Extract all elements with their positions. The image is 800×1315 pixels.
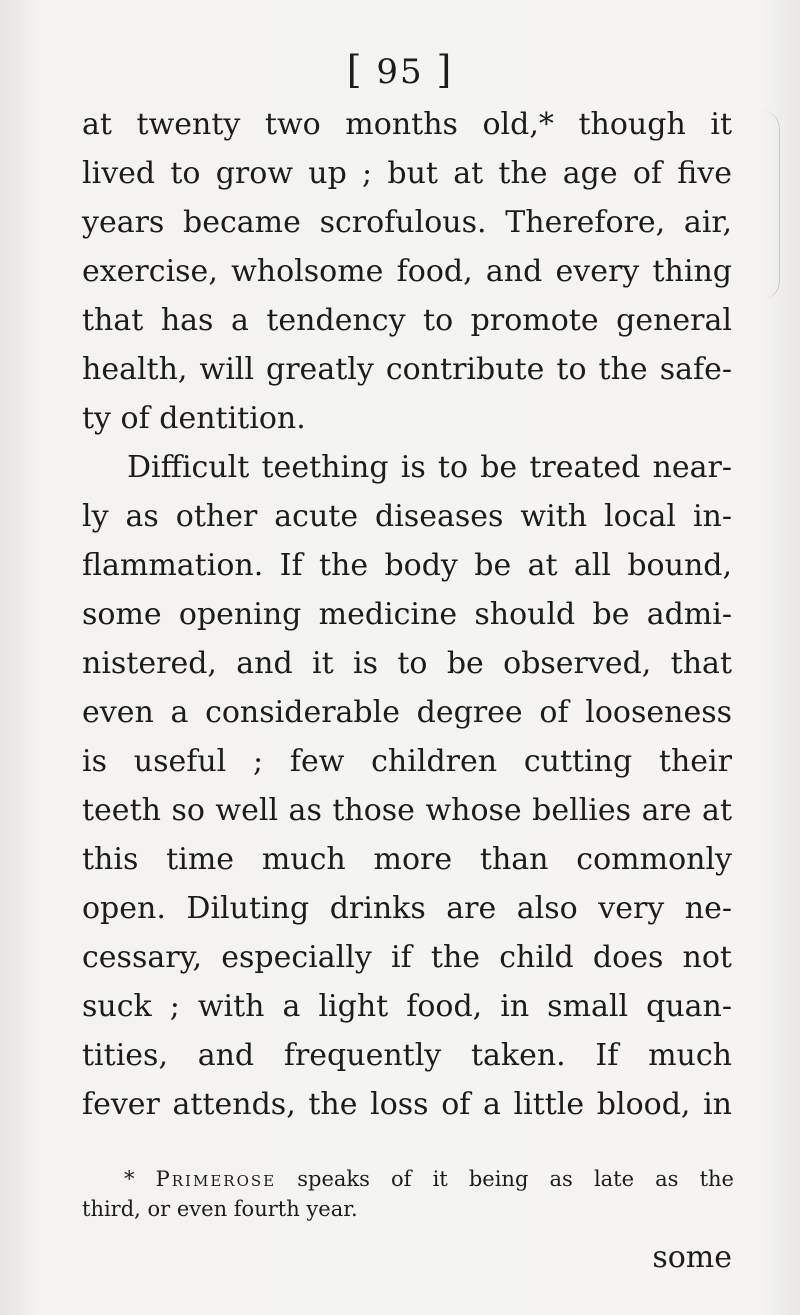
text-line: exercise, wholsome food, and every thing bbox=[82, 254, 732, 289]
text-line: this time much more than commonly bbox=[82, 842, 732, 877]
text-line: ty of dentition. bbox=[82, 401, 306, 436]
text-line: Difficult teething is to be treated near- bbox=[127, 450, 732, 485]
text-line: tities, and frequently taken. If much bbox=[82, 1038, 732, 1073]
text-line: lived to grow up ; but at the age of five bbox=[82, 156, 732, 191]
text-line: cessary, especially if the child does not bbox=[82, 940, 732, 975]
footnote-author: Primerose bbox=[155, 1167, 277, 1191]
text-line: ly as other acute diseases with local in- bbox=[82, 499, 732, 534]
footnote bbox=[82, 1164, 734, 1224]
page-header bbox=[0, 48, 800, 92]
text-line: some opening medicine should be admi- bbox=[82, 597, 732, 632]
footnote-line-1 bbox=[82, 1164, 734, 1194]
page-number: 95 bbox=[376, 52, 424, 92]
close-bracket: ] bbox=[436, 48, 454, 92]
text-line: health, will greatly contribute to the safe- bbox=[82, 352, 732, 387]
text-line: teeth so well as those whose bellies are at bbox=[82, 793, 732, 828]
footnote-line1-rest: speaks of it being as late as the bbox=[276, 1167, 734, 1191]
text-line: open. Diluting drinks are also very ne- bbox=[82, 891, 732, 926]
text-line: at twenty two months old,* though it bbox=[82, 107, 732, 142]
open-bracket: [ bbox=[346, 48, 364, 92]
text-line: even a considerable degree of looseness bbox=[82, 695, 732, 730]
text-line: fever attends, the loss of a little blood, in bbox=[82, 1087, 732, 1122]
text-line: that has a tendency to promote general bbox=[82, 303, 732, 338]
text-line: years became scrofulous. Therefore, air, bbox=[82, 205, 732, 240]
catchword: some bbox=[652, 1240, 732, 1275]
text-line: is useful ; few children cutting their bbox=[82, 744, 732, 779]
text-line: nistered, and it is to be observed, that bbox=[82, 646, 732, 681]
footnote-marker: * bbox=[124, 1167, 156, 1191]
body-text bbox=[82, 100, 732, 1129]
page-edge-mark bbox=[761, 110, 780, 300]
text-line: flammation. If the body be at all bound, bbox=[82, 548, 732, 583]
footnote-line-2: third, or even fourth year. bbox=[82, 1197, 358, 1221]
text-line: suck ; with a light food, in small quan- bbox=[82, 989, 732, 1024]
